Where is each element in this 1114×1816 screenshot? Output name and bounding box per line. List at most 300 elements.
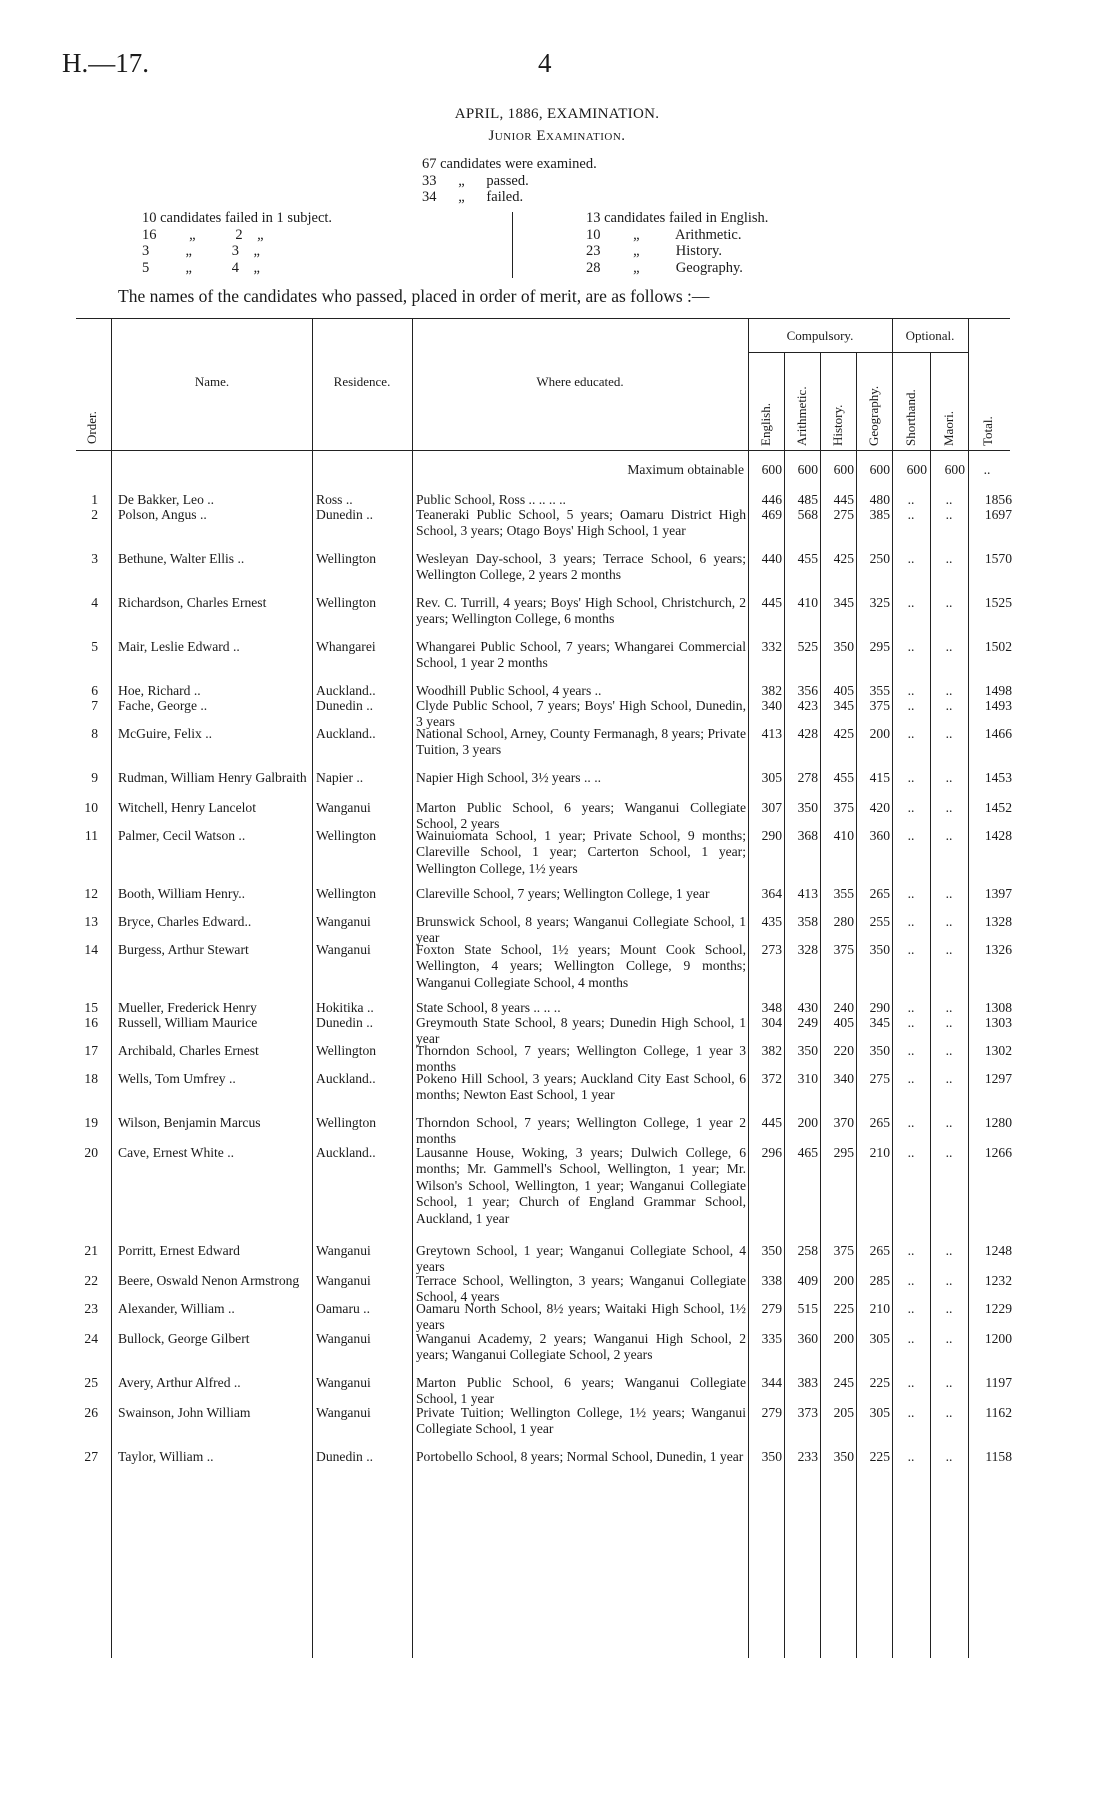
- cell-maori: ..: [945, 1043, 953, 1058]
- cell-shorthand: ..: [907, 1273, 915, 1288]
- cell-arithmetic: 455: [797, 551, 818, 566]
- cell-geography: 295: [869, 639, 890, 654]
- cell-order: 7: [91, 698, 98, 713]
- cell-arithmetic: 328: [797, 942, 818, 957]
- cell-total: 1280: [984, 1115, 1012, 1130]
- cell-arithmetic: 310: [797, 1071, 818, 1086]
- cell-english: 350: [761, 1243, 782, 1258]
- cell-history: 295: [833, 1145, 854, 1160]
- cell-residence: Dunedin ..: [316, 1015, 374, 1030]
- cell-geography: 480: [869, 492, 890, 507]
- cell-name: Mair, Leslie Edward ..: [118, 639, 240, 654]
- cell-name: De Bakker, Leo ..: [118, 492, 215, 507]
- cell-name: Fache, George ..: [118, 698, 208, 713]
- cell-residence: Wanganui: [316, 800, 371, 815]
- cell-geography: 290: [869, 1000, 890, 1015]
- cell-where: Oamaru North School, 8½ years; Waitaki High School, 1½ years: [416, 1301, 746, 1333]
- cell-shorthand: ..: [907, 1115, 915, 1130]
- cell-shorthand: ..: [907, 770, 915, 785]
- cell-history: 350: [833, 639, 854, 654]
- cell-maori: ..: [945, 1115, 953, 1130]
- cell-order: 6: [91, 683, 98, 698]
- cell-residence: Napier ..: [316, 770, 364, 785]
- cell-residence: Wanganui: [316, 914, 371, 929]
- cell-geography: 265: [869, 1243, 890, 1258]
- cell-where: Rev. C. Turrill, 4 years; Boys' High School, Christchurch, 2 years; Wellington College, 6 months: [416, 595, 746, 627]
- cell-geography: 200: [869, 726, 890, 741]
- cell-order: 21: [84, 1243, 98, 1258]
- cell-geography: 375: [869, 698, 890, 713]
- cell-order: 8: [91, 726, 98, 741]
- cell-residence: Auckland..: [316, 1071, 376, 1086]
- cell-shorthand: ..: [907, 683, 915, 698]
- cell-maori: ..: [945, 800, 953, 815]
- cell-total: 1397: [984, 886, 1012, 901]
- cell-english: 382: [761, 1043, 782, 1058]
- cell-total: 1502: [984, 639, 1012, 654]
- cell-total: 1570: [984, 551, 1012, 566]
- max-total: ..: [983, 462, 991, 477]
- cell-english: 372: [761, 1071, 782, 1086]
- cell-history: 375: [833, 800, 854, 815]
- cell-arithmetic: 413: [797, 886, 818, 901]
- cell-geography: 275: [869, 1071, 890, 1086]
- cell-maori: ..: [945, 770, 953, 785]
- cell-arithmetic: 360: [797, 1331, 818, 1346]
- cell-residence: Wellington: [316, 1115, 377, 1130]
- cell-shorthand: ..: [907, 1043, 915, 1058]
- cell-name: Archibald, Charles Ernest: [118, 1043, 259, 1058]
- cell-order: 17: [84, 1043, 98, 1058]
- cell-english: 364: [761, 886, 782, 901]
- cell-arithmetic: 428: [797, 726, 818, 741]
- cell-arithmetic: 525: [797, 639, 818, 654]
- cell-where: Marton Public School, 6 years; Wanganui Collegiate School, 1 year: [416, 1375, 746, 1407]
- col-rule: [856, 352, 857, 1658]
- cell-residence: Wellington: [316, 595, 377, 610]
- cell-shorthand: ..: [907, 1015, 915, 1030]
- cell-history: 280: [833, 914, 854, 929]
- cell-order: 9: [91, 770, 98, 785]
- cell-shorthand: ..: [907, 1145, 915, 1160]
- cell-shorthand: ..: [907, 1405, 915, 1420]
- col-header-arithmetic: Arithmetic.: [794, 386, 809, 446]
- table-top-rule: [76, 318, 1010, 319]
- cell-total: 1302: [984, 1043, 1012, 1058]
- cell-name: Witchell, Henry Lancelot: [118, 800, 256, 815]
- cell-where: Clareville School, 7 years; Wellington College, 1 year: [416, 886, 710, 901]
- cell-where: Woodhill Public School, 4 years ..: [416, 683, 602, 698]
- cell-history: 205: [833, 1405, 854, 1420]
- cell-total: 1200: [984, 1331, 1012, 1346]
- col-rule: [784, 352, 785, 1658]
- optional-group-header: Optional.: [905, 328, 955, 343]
- cell-residence: Wellington: [316, 1043, 377, 1058]
- cell-maori: ..: [945, 1000, 953, 1015]
- cell-geography: 415: [869, 770, 890, 785]
- cell-total: 1525: [984, 595, 1012, 610]
- cell-geography: 420: [869, 800, 890, 815]
- col-rule: [930, 352, 931, 1658]
- max-english: 600: [761, 462, 782, 477]
- col-header-where-educated: Where educated.: [536, 374, 624, 389]
- cell-where: Lausanne House, Woking, 3 years; Dulwich College, 6 months; Mr. Gammell's School, Wellington, 1 year; Mr. Wilson's School, Wellington, 1 year; Wanganui Collegiate School, 1 year; Church of England Grammar School, Auckland, 1 year: [416, 1145, 746, 1226]
- cell-history: 275: [833, 507, 854, 522]
- cell-order: 26: [84, 1405, 98, 1420]
- cell-maori: ..: [945, 551, 953, 566]
- cell-history: 240: [833, 1000, 854, 1015]
- cell-maori: ..: [945, 1273, 953, 1288]
- cell-where: Wainuiomata School, 1 year; Private School, 9 months; Clareville School, 1 year; Carterton School, 1 year; Wellington College, 1½ years: [416, 828, 746, 876]
- cell-history: 455: [833, 770, 854, 785]
- cell-maori: ..: [945, 507, 953, 522]
- cell-order: 15: [84, 1000, 98, 1015]
- cell-order: 20: [84, 1145, 98, 1160]
- cell-history: 200: [833, 1331, 854, 1346]
- col-rule: [892, 318, 893, 1658]
- col-header-history: History.: [830, 404, 845, 446]
- max-label: Maximum obtainable: [627, 462, 744, 477]
- cell-residence: Wellington: [316, 551, 377, 566]
- cell-arithmetic: 383: [797, 1375, 818, 1390]
- cell-shorthand: ..: [907, 1243, 915, 1258]
- cell-where: Clyde Public School, 7 years; Boys' High School, Dunedin, 3 years: [416, 698, 746, 730]
- cell-arithmetic: 423: [797, 698, 818, 713]
- col-header-residence: Residence.: [333, 374, 391, 389]
- cell-residence: Auckland..: [316, 683, 376, 698]
- cell-english: 305: [761, 770, 782, 785]
- cell-english: 290: [761, 828, 782, 843]
- cell-total: 1197: [985, 1375, 1012, 1390]
- cell-order: 23: [84, 1301, 98, 1316]
- cell-where: Portobello School, 8 years; Normal School, Dunedin, 1 year: [416, 1449, 744, 1464]
- cell-maori: ..: [945, 492, 953, 507]
- cell-maori: ..: [945, 1449, 953, 1464]
- cell-arithmetic: 568: [797, 507, 818, 522]
- cell-shorthand: ..: [907, 698, 915, 713]
- cell-order: 13: [84, 914, 98, 929]
- cell-total: 1428: [984, 828, 1012, 843]
- cell-arithmetic: 249: [797, 1015, 818, 1030]
- cell-shorthand: ..: [907, 1331, 915, 1346]
- max-geography: 600: [869, 462, 890, 477]
- cell-order: 10: [84, 800, 98, 815]
- cell-geography: 285: [869, 1273, 890, 1288]
- cell-maori: ..: [945, 914, 953, 929]
- header-bottom-rule: [76, 450, 1010, 451]
- cell-shorthand: ..: [907, 507, 915, 522]
- cell-arithmetic: 350: [797, 1043, 818, 1058]
- cell-where: State School, 8 years .. .. ..: [416, 1000, 561, 1015]
- cell-arithmetic: 356: [797, 683, 818, 698]
- cell-shorthand: ..: [907, 886, 915, 901]
- cell-total: 1308: [984, 1000, 1012, 1015]
- cell-name: Mueller, Frederick Henry: [118, 1000, 257, 1015]
- cell-english: 435: [761, 914, 782, 929]
- cell-maori: ..: [945, 942, 953, 957]
- cell-name: Palmer, Cecil Watson ..: [118, 828, 246, 843]
- cell-english: 279: [761, 1301, 782, 1316]
- max-shorthand: 600: [906, 462, 927, 477]
- cell-residence: Wanganui: [316, 1331, 371, 1346]
- col-header-geography: Geography.: [866, 385, 881, 446]
- cell-arithmetic: 465: [797, 1145, 818, 1160]
- cell-maori: ..: [945, 1145, 953, 1160]
- cell-history: 410: [833, 828, 854, 843]
- cell-arithmetic: 278: [797, 770, 818, 785]
- cell-history: 375: [833, 1243, 854, 1258]
- cell-arithmetic: 258: [797, 1243, 818, 1258]
- cell-residence: Auckland..: [316, 726, 376, 741]
- cell-maori: ..: [945, 828, 953, 843]
- cell-history: 350: [833, 1449, 854, 1464]
- cell-where: Greytown School, 1 year; Wanganui Collegiate School, 4 years: [416, 1243, 746, 1275]
- cell-where: Brunswick School, 8 years; Wanganui Collegiate School, 1 year: [416, 914, 746, 946]
- cell-name: Cave, Ernest White ..: [118, 1145, 235, 1160]
- examination-title: APRIL, 1886, EXAMINATION.: [454, 106, 660, 122]
- cell-shorthand: ..: [907, 1375, 915, 1390]
- col-rule: [820, 352, 821, 1658]
- cell-english: 445: [761, 1115, 782, 1130]
- cell-total: 1303: [984, 1015, 1012, 1030]
- cell-history: 355: [833, 886, 854, 901]
- cell-name: Russell, William Maurice: [118, 1015, 258, 1030]
- cell-geography: 350: [869, 1043, 890, 1058]
- intro-text: The names of the candidates who passed, placed in order of merit, are as follows :—: [118, 286, 710, 306]
- cell-geography: 385: [869, 507, 890, 522]
- cell-order: 5: [91, 639, 98, 654]
- cell-residence: Wellington: [316, 828, 377, 843]
- cell-name: Hoe, Richard ..: [118, 683, 201, 698]
- cell-name: McGuire, Felix ..: [118, 726, 213, 741]
- cell-english: 332: [761, 639, 782, 654]
- cell-shorthand: ..: [907, 914, 915, 929]
- group-header-rule: [748, 352, 968, 353]
- cell-geography: 210: [869, 1145, 890, 1160]
- max-arithmetic: 600: [797, 462, 818, 477]
- cell-history: 375: [833, 942, 854, 957]
- cell-order: 1: [91, 492, 98, 507]
- cell-where: Whangarei Public School, 7 years; Whangarei Commercial School, 1 year 2 months: [416, 639, 746, 671]
- cell-order: 4: [91, 595, 98, 610]
- cell-arithmetic: 410: [797, 595, 818, 610]
- cell-english: 440: [761, 551, 782, 566]
- cell-history: 345: [833, 595, 854, 610]
- cell-total: 1697: [984, 507, 1012, 522]
- cell-geography: 265: [869, 1115, 890, 1130]
- cell-name: Wells, Tom Umfrey ..: [118, 1071, 236, 1086]
- cell-english: 273: [761, 942, 782, 957]
- cell-geography: 210: [869, 1301, 890, 1316]
- cell-name: Bethune, Walter Ellis ..: [118, 551, 245, 566]
- cell-order: 25: [84, 1375, 98, 1390]
- cell-maori: ..: [945, 1071, 953, 1086]
- cell-total: 1248: [984, 1243, 1012, 1258]
- cell-residence: Wellington: [316, 886, 377, 901]
- cell-english: 469: [761, 507, 782, 522]
- cell-english: 279: [761, 1405, 782, 1420]
- cell-maori: ..: [945, 726, 953, 741]
- cell-history: 425: [833, 726, 854, 741]
- col-header-shorthand: Shorthand.: [903, 389, 918, 446]
- cell-residence: Auckland..: [316, 1145, 376, 1160]
- cell-shorthand: ..: [907, 942, 915, 957]
- cell-residence: Wanganui: [316, 942, 371, 957]
- cell-residence: Dunedin ..: [316, 1449, 374, 1464]
- cell-total: 1326: [984, 942, 1012, 957]
- cell-where: Private Tuition; Wellington College, 1½ years; Wanganui Collegiate School, 1 year: [416, 1405, 746, 1437]
- cell-geography: 255: [869, 914, 890, 929]
- cell-history: 340: [833, 1071, 854, 1086]
- cell-shorthand: ..: [907, 1071, 915, 1086]
- col-header-total: Total.: [980, 416, 995, 446]
- cell-english: 344: [761, 1375, 782, 1390]
- col-rule: [748, 318, 749, 1658]
- cell-where: Foxton State School, 1½ years; Mount Cook School, Wellington, 4 years; Wellington College, 9 months; Wanganui Collegiate School, 4 months: [416, 942, 746, 990]
- cell-shorthand: ..: [907, 1449, 915, 1464]
- max-maori: 600: [944, 462, 965, 477]
- cell-geography: 305: [869, 1405, 890, 1420]
- cell-geography: 345: [869, 1015, 890, 1030]
- cell-name: Beere, Oswald Nenon Armstrong: [118, 1273, 300, 1288]
- cell-arithmetic: 233: [797, 1449, 818, 1464]
- cell-english: 338: [761, 1273, 782, 1288]
- cell-name: Booth, William Henry..: [118, 886, 246, 901]
- cell-name: Wilson, Benjamin Marcus: [118, 1115, 261, 1130]
- cell-where: Wanganui Academy, 2 years; Wanganui High School, 2 years; Wanganui Collegiate School, 2 years: [416, 1331, 746, 1363]
- cell-order: 18: [84, 1071, 98, 1086]
- cell-name: Rudman, William Henry Galbraith: [118, 770, 307, 785]
- cell-order: 2: [91, 507, 98, 522]
- cell-total: 1856: [984, 492, 1012, 507]
- cell-arithmetic: 200: [797, 1115, 818, 1130]
- cell-residence: Oamaru ..: [316, 1301, 370, 1316]
- cell-history: 345: [833, 698, 854, 713]
- cell-where: Thorndon School, 7 years; Wellington College, 1 year 2 months: [416, 1115, 746, 1147]
- cell-where: Greymouth State School, 8 years; Dunedin High School, 1 year: [416, 1015, 746, 1047]
- cell-maori: ..: [945, 595, 953, 610]
- cell-arithmetic: 430: [797, 1000, 818, 1015]
- cell-english: 335: [761, 1331, 782, 1346]
- cell-where: Marton Public School, 6 years; Wanganui Collegiate School, 2 years: [416, 800, 746, 832]
- cell-name: Taylor, William ..: [118, 1449, 214, 1464]
- cell-geography: 360: [869, 828, 890, 843]
- cell-maori: ..: [945, 698, 953, 713]
- col-header-order: Order.: [84, 411, 99, 444]
- cell-maori: ..: [945, 683, 953, 698]
- cell-arithmetic: 515: [797, 1301, 818, 1316]
- cell-shorthand: ..: [907, 800, 915, 815]
- cell-history: 405: [833, 683, 854, 698]
- cell-total: 1466: [984, 726, 1012, 741]
- cell-residence: Wanganui: [316, 1243, 371, 1258]
- cell-english: 445: [761, 595, 782, 610]
- cell-english: 382: [761, 683, 782, 698]
- cell-shorthand: ..: [907, 1301, 915, 1316]
- max-history: 600: [833, 462, 854, 477]
- cell-history: 200: [833, 1273, 854, 1288]
- candidate-summary: 67 candidates were examined. 33 „ passed. 34 „ failed.: [422, 156, 597, 205]
- cell-where: National School, Arney, County Fermanagh, 8 years; Private Tuition, 3 years: [416, 726, 746, 758]
- cell-english: 413: [761, 726, 782, 741]
- cell-geography: 225: [869, 1449, 890, 1464]
- cell-english: 296: [761, 1145, 782, 1160]
- cell-arithmetic: 409: [797, 1273, 818, 1288]
- cell-where: Napier High School, 3½ years .. ..: [416, 770, 601, 785]
- cell-shorthand: ..: [907, 828, 915, 843]
- cell-residence: Dunedin ..: [316, 698, 374, 713]
- cell-order: 22: [84, 1273, 98, 1288]
- cell-shorthand: ..: [907, 551, 915, 566]
- cell-name: Porritt, Ernest Edward: [118, 1243, 240, 1258]
- cell-maori: ..: [945, 1405, 953, 1420]
- cell-total: 1229: [984, 1301, 1012, 1316]
- cell-maori: ..: [945, 1331, 953, 1346]
- cell-geography: 250: [869, 551, 890, 566]
- cell-arithmetic: 358: [797, 914, 818, 929]
- cell-maori: ..: [945, 1015, 953, 1030]
- cell-name: Swainson, John William: [118, 1405, 251, 1420]
- cell-shorthand: ..: [907, 492, 915, 507]
- cell-name: Alexander, William ..: [118, 1301, 235, 1316]
- col-header-english: English.: [758, 403, 773, 446]
- cell-name: Bryce, Charles Edward..: [118, 914, 252, 929]
- cell-shorthand: ..: [907, 639, 915, 654]
- cell-total: 1162: [985, 1405, 1012, 1420]
- cell-name: Avery, Arthur Alfred ..: [118, 1375, 241, 1390]
- cell-order: 19: [84, 1115, 98, 1130]
- cell-geography: 350: [869, 942, 890, 957]
- cell-residence: Whangarei: [316, 639, 376, 654]
- cell-total: 1297: [984, 1071, 1012, 1086]
- col-header-name: Name.: [194, 374, 230, 389]
- cell-order: 11: [84, 828, 98, 843]
- cell-residence: Wanganui: [316, 1273, 371, 1288]
- cell-total: 1452: [984, 800, 1012, 815]
- col-rule: [412, 318, 413, 1658]
- cell-name: Burgess, Arthur Stewart: [118, 942, 249, 957]
- failures-by-subject-count: 10 candidates failed in 1 subject. 16 „ 2 „ 3 „ 3 „ 5 „ 4 „: [142, 210, 333, 276]
- cell-maori: ..: [945, 886, 953, 901]
- cell-order: 14: [84, 942, 98, 957]
- cell-where: Teaneraki Public School, 5 years; Oamaru District High School, 3 years; Otago Boys' High School, 1 year: [416, 507, 746, 539]
- cell-shorthand: ..: [907, 1000, 915, 1015]
- cell-arithmetic: 368: [797, 828, 818, 843]
- cell-residence: Ross ..: [316, 492, 353, 507]
- cell-history: 220: [833, 1043, 854, 1058]
- cell-order: 16: [84, 1015, 98, 1030]
- cell-geography: 325: [869, 595, 890, 610]
- cell-total: 1158: [985, 1449, 1012, 1464]
- cell-history: 425: [833, 551, 854, 566]
- cell-shorthand: ..: [907, 595, 915, 610]
- cell-name: Polson, Angus ..: [118, 507, 207, 522]
- col-header-maori: Maori.: [941, 410, 956, 446]
- cell-where: Terrace School, Wellington, 3 years; Wanganui Collegiate School, 4 years: [416, 1273, 746, 1305]
- cell-where: Thorndon School, 7 years; Wellington College, 1 year 3 months: [416, 1043, 746, 1075]
- cell-residence: Dunedin ..: [316, 507, 374, 522]
- cell-name: Bullock, George Gilbert: [118, 1331, 250, 1346]
- summary-divider: [512, 212, 513, 278]
- cell-arithmetic: 485: [797, 492, 818, 507]
- col-rule: [111, 318, 112, 1658]
- cell-english: 348: [761, 1000, 782, 1015]
- examination-subtitle: Junior Examination.: [488, 128, 626, 144]
- cell-arithmetic: 350: [797, 800, 818, 815]
- cell-english: 340: [761, 698, 782, 713]
- cell-maori: ..: [945, 1243, 953, 1258]
- cell-total: 1453: [984, 770, 1012, 785]
